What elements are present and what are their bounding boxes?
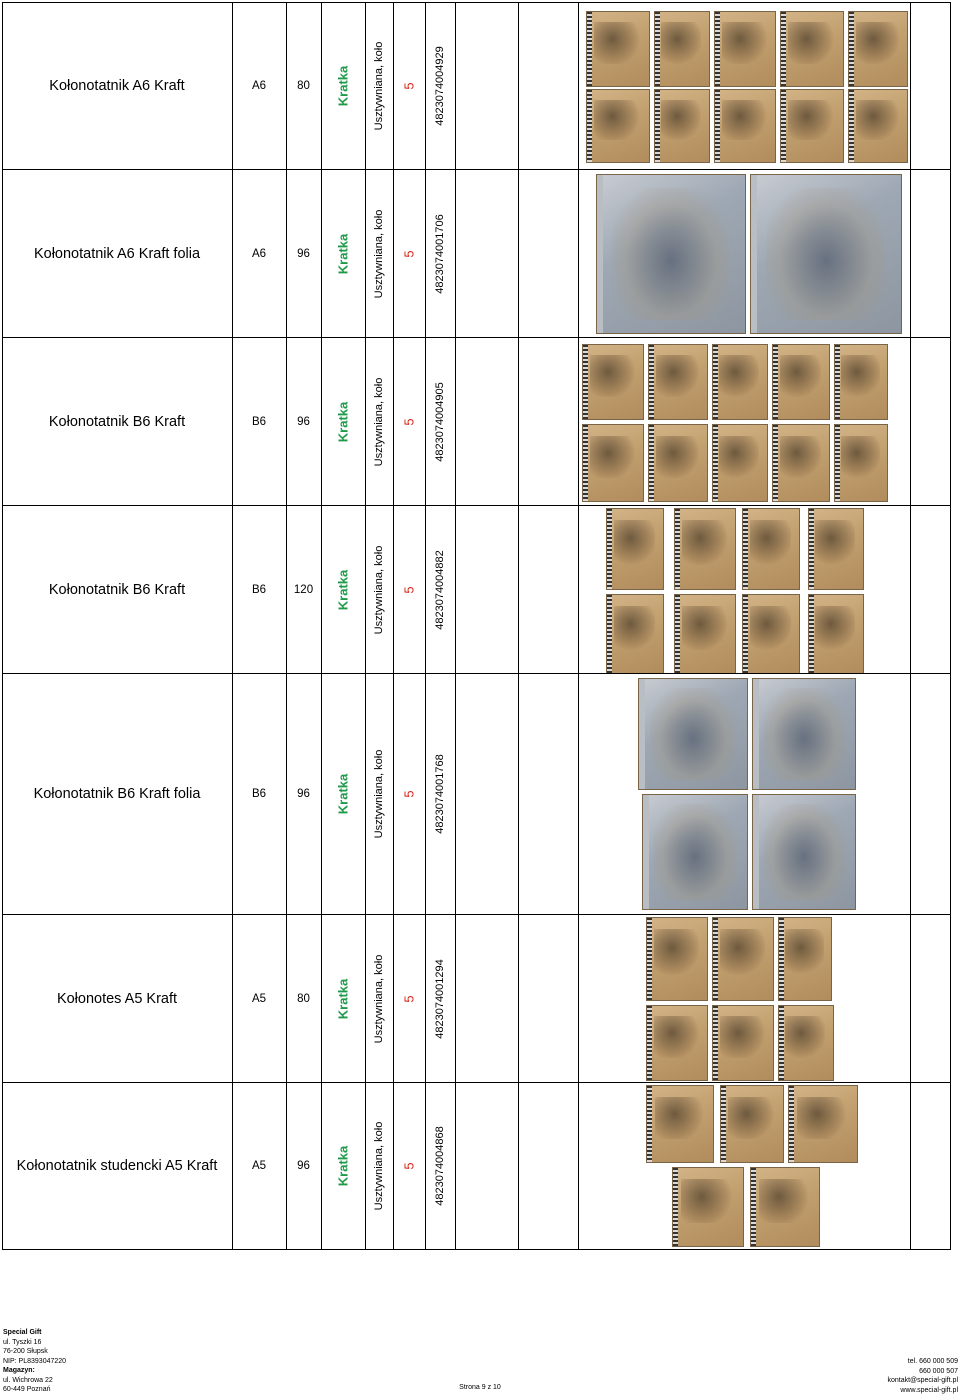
product-pages: 96 <box>297 415 310 428</box>
product-photos <box>580 170 912 337</box>
product-format: A5 <box>251 992 267 1005</box>
product-name: Kołonotatnik B6 Kraft folia <box>33 786 201 802</box>
column-divider <box>425 2 426 1249</box>
notebook-photo <box>712 344 768 420</box>
product-ean: 4823074001768 <box>434 754 446 834</box>
product-ean: 4823074001706 <box>434 213 446 294</box>
product-ean: 4823074004905 <box>434 381 446 462</box>
column-divider <box>232 2 233 1249</box>
product-ruling: Kratka <box>335 401 351 442</box>
ruling-cell <box>321 338 365 505</box>
product-photos <box>580 1083 912 1249</box>
product-ruling: Kratka <box>335 233 351 274</box>
product-row <box>2 1082 951 1250</box>
notebook-photo <box>788 1085 858 1163</box>
product-ean: 4823074004882 <box>434 549 446 630</box>
notebook-photo <box>674 594 736 674</box>
address-line: ul. Wichrowa 22 <box>3 1376 53 1384</box>
binding-cell <box>365 338 393 505</box>
address-line: ul. Tyszki 16 <box>3 1338 42 1346</box>
notebook-photo <box>646 1005 708 1081</box>
notebook-photo <box>582 344 644 420</box>
product-pages: 96 <box>297 788 310 800</box>
notebook-photo <box>654 89 710 163</box>
product-row <box>2 337 951 505</box>
column-divider <box>286 2 287 1249</box>
ean-cell <box>425 915 455 1082</box>
product-name: Kołonotatnik A6 Kraft folia <box>33 245 201 262</box>
notebook-photo <box>752 678 856 790</box>
product-pages: 96 <box>297 247 310 260</box>
ruling-cell <box>321 674 365 914</box>
notebook-photo <box>752 794 856 910</box>
notebook-photo <box>772 344 830 420</box>
binding-cell <box>365 170 393 337</box>
product-pack: 5 <box>401 82 417 90</box>
notebook-photo <box>742 594 800 674</box>
product-row <box>2 914 951 1082</box>
website-link[interactable]: www.special-gift.pl <box>900 1386 958 1394</box>
pack-cell <box>393 1083 425 1249</box>
product-pack: 5 <box>401 1162 417 1170</box>
product-ruling: Kratka <box>335 978 351 1019</box>
product-ean: 4823074004868 <box>434 1126 446 1206</box>
notebook-photo <box>720 1085 784 1163</box>
product-ruling: Kratka <box>335 65 351 107</box>
notebook-photo <box>712 1005 774 1081</box>
notebook-photo <box>848 11 908 87</box>
product-pages: 120 <box>293 583 314 596</box>
notebook-photo <box>778 1005 834 1081</box>
column-divider <box>455 2 456 1249</box>
column-divider <box>365 2 366 1249</box>
product-row <box>2 505 951 673</box>
product-format: A5 <box>251 1160 267 1172</box>
company-contact <box>887 1357 958 1395</box>
product-binding: Usztywniana, koło <box>373 377 385 466</box>
pack-cell <box>393 506 425 673</box>
product-name: Kołonotes A5 Kraft <box>56 990 178 1007</box>
address-line: 76-200 Słupsk <box>3 1348 48 1355</box>
product-pack: 5 <box>401 790 417 798</box>
product-photos <box>580 338 912 505</box>
column-divider <box>393 2 394 1249</box>
notebook-photo <box>778 917 832 1001</box>
notebook-photo <box>750 174 902 334</box>
binding-cell <box>365 915 393 1082</box>
notebook-photo <box>606 594 664 674</box>
notebook-photo <box>848 89 908 163</box>
product-binding: Usztywniana, koło <box>373 209 385 298</box>
product-ruling: Kratka <box>335 1145 351 1187</box>
product-photos <box>580 506 912 673</box>
product-format: B6 <box>251 583 267 596</box>
notebook-photo <box>808 508 864 590</box>
pack-cell <box>393 170 425 337</box>
notebook-photo <box>712 917 774 1001</box>
binding-cell <box>365 3 393 169</box>
notebook-photo <box>646 1085 714 1163</box>
product-pages: 96 <box>297 1160 310 1172</box>
ean-cell <box>425 3 455 169</box>
product-name: Kołonotatnik B6 Kraft <box>48 413 186 430</box>
column-divider <box>578 2 579 1249</box>
notebook-photo <box>714 11 776 87</box>
company-name: Special Gift <box>3 1329 42 1336</box>
column-divider <box>2 2 3 1249</box>
column-divider <box>518 2 519 1249</box>
notebook-photo <box>648 424 708 502</box>
binding-cell <box>365 506 393 673</box>
product-pack: 5 <box>401 585 417 594</box>
product-binding: Usztywniana, koło <box>373 954 385 1043</box>
ean-cell <box>425 338 455 505</box>
phone-number: tel. 660 000 509 <box>907 1358 958 1365</box>
product-name: Kołonotatnik studencki A5 Kraft <box>16 1158 218 1174</box>
notebook-photo <box>712 424 768 502</box>
product-photos <box>580 674 912 914</box>
page-footer <box>0 1320 960 1395</box>
binding-cell <box>365 674 393 914</box>
product-binding: Usztywniana, koło <box>373 749 385 839</box>
notebook-photo <box>586 11 650 87</box>
product-pack: 5 <box>401 249 417 258</box>
product-binding: Usztywniana, koło <box>373 545 385 634</box>
product-binding: Usztywniana, koło <box>373 1121 385 1211</box>
product-photos <box>580 3 912 169</box>
notebook-photo <box>586 89 650 163</box>
phone-number: 660 000 507 <box>919 1367 958 1375</box>
ean-cell <box>425 674 455 914</box>
notebook-photo <box>582 424 644 502</box>
notebook-photo <box>638 678 748 790</box>
notebook-photo <box>606 508 664 590</box>
product-pack: 5 <box>401 994 417 1003</box>
pack-cell <box>393 338 425 505</box>
notebook-photo <box>780 11 844 87</box>
product-row <box>2 2 951 169</box>
binding-cell <box>365 1083 393 1249</box>
notebook-photo <box>654 11 710 87</box>
pack-cell <box>393 674 425 914</box>
notebook-photo <box>648 344 708 420</box>
ean-cell <box>425 1083 455 1249</box>
notebook-photo <box>772 424 830 502</box>
column-divider <box>321 2 322 1249</box>
product-ruling: Kratka <box>335 773 351 815</box>
product-format: B6 <box>251 415 267 428</box>
product-pages: 80 <box>297 80 310 92</box>
product-pages: 80 <box>297 992 310 1005</box>
column-divider <box>910 2 911 1249</box>
nip-number: NIP: PL8393047220 <box>3 1357 67 1365</box>
ruling-cell <box>321 170 365 337</box>
ruling-cell <box>321 3 365 169</box>
product-ean: 4823074001294 <box>434 958 446 1039</box>
notebook-photo <box>834 344 888 420</box>
product-row <box>2 673 951 914</box>
notebook-photo <box>750 1167 820 1247</box>
email-link[interactable]: kontakt@special-gift.pl <box>887 1377 958 1384</box>
column-divider <box>950 2 951 1249</box>
notebook-photo <box>646 917 708 1001</box>
pack-cell <box>393 915 425 1082</box>
page-number: Strona 9 z 10 <box>459 1384 501 1391</box>
ruling-cell <box>321 915 365 1082</box>
notebook-photo <box>672 1167 744 1247</box>
product-name: Kołonotatnik A6 Kraft <box>49 78 185 94</box>
ean-cell <box>425 506 455 673</box>
ruling-cell <box>321 506 365 673</box>
product-format: B6 <box>251 788 267 800</box>
notebook-photo <box>642 794 748 910</box>
product-row <box>2 169 951 337</box>
notebook-photo <box>808 594 864 674</box>
notebook-photo <box>714 89 776 163</box>
ruling-cell <box>321 1083 365 1249</box>
product-photos <box>580 915 912 1082</box>
product-name: Kołonotatnik B6 Kraft <box>48 581 186 598</box>
notebook-photo <box>596 174 746 334</box>
warehouse-label: Magazyn: <box>3 1367 35 1374</box>
notebook-photo <box>834 424 888 502</box>
product-binding: Usztywniana, koło <box>373 41 385 131</box>
product-ruling: Kratka <box>335 569 351 610</box>
pack-cell <box>393 3 425 169</box>
ean-cell <box>425 170 455 337</box>
address-line: 60-449 Poznań <box>3 1386 51 1393</box>
notebook-photo <box>742 508 800 590</box>
notebook-photo <box>674 508 736 590</box>
product-pack: 5 <box>401 417 417 426</box>
product-format: A6 <box>251 247 267 260</box>
notebook-photo <box>780 89 844 163</box>
product-format: A6 <box>251 80 267 92</box>
product-ean: 4823074004929 <box>434 46 446 126</box>
